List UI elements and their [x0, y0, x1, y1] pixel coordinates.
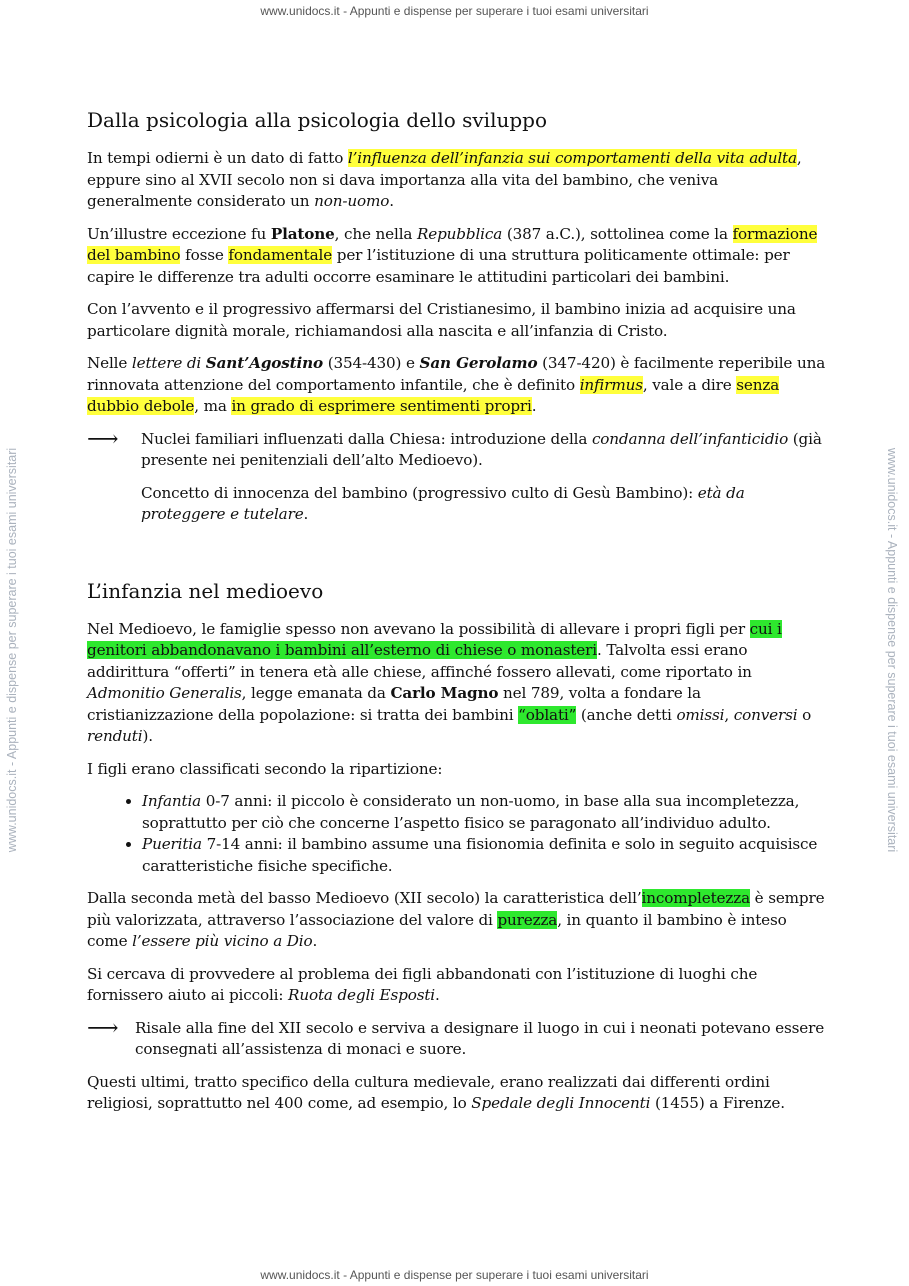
text: Questi ultimi, tratto specifico della cultura medievale, erano realizzati dai differenti ordini religiosi, soprattutto nel 400 come, ad esempio, lo — [87, 1072, 770, 1112]
list-item — [142, 834, 827, 877]
text: (1455) a Firenze. — [650, 1094, 785, 1112]
text: , legge emanata da — [241, 684, 391, 702]
text: Nuclei familiari influenzati dalla Chiesa: introduzione della — [141, 429, 592, 448]
right-arrow-icon: ⟶ — [87, 426, 119, 452]
text: (354-430) e — [323, 354, 420, 372]
arrow-note-text — [141, 483, 827, 526]
text: nel 789, volta a fondare la cristianizzazione della popolazione: si tratta dei bambini — [87, 684, 701, 724]
bold-text: Carlo Magno — [390, 684, 499, 702]
highlight-yellow: in grado di esprimere sentimenti propri — [231, 397, 532, 415]
arrow-note — [87, 1015, 827, 1061]
watermark-side-left: www.unidocs.it - Appunti e dispense per superare i tuoi esami universitari — [5, 447, 19, 853]
italic-text: omissi — [676, 705, 725, 724]
text: . — [389, 192, 394, 210]
list-item — [142, 791, 827, 834]
watermark-footer: www.unidocs.it - Appunti e dispense per superare i tuoi esami universitari — [260, 1268, 649, 1282]
paragraph — [87, 964, 827, 1007]
text: , ma — [194, 397, 232, 415]
text: . — [303, 505, 309, 523]
text: fosse — [180, 246, 229, 264]
text: , eppure sino al XVII secolo non si dava importanza alla vita del bambino, che veniva generalmente considerato un — [87, 149, 802, 210]
text: Nel Medioevo, le famiglie spesso non avevano la possibilità di allevare i propri figli per — [87, 619, 750, 638]
highlight-green: “oblati” — [518, 705, 577, 724]
text: (già presente nei penitenziali dell’alto Medioevo). — [141, 429, 822, 469]
italic-text: Repubblica — [416, 224, 503, 243]
italic-text: non-uomo — [314, 192, 390, 210]
text: . — [435, 986, 440, 1004]
text: ). — [142, 727, 153, 745]
italic-text: l’essere più vicino a Dio — [132, 932, 313, 950]
highlight-yellow: fondamentale — [228, 246, 333, 264]
bullet-list — [87, 791, 827, 877]
highlight-green: purezza — [497, 910, 558, 929]
text: Dalla seconda metà del basso Medioevo (XII secolo) la caratteristica dell’ — [87, 889, 642, 907]
arrow-note-text: Risale alla fine del XII secolo e serviva a designare il luogo in cui i neonati potevano essere consegnati all’assistenza di monaci e suore. — [135, 1018, 825, 1058]
bold-italic-text: San Gerolamo — [419, 354, 538, 372]
text: per l’istituzione di una struttura politicamente ottimale: per capire le differenze tra adulti occorre esaminare le attitudini particolari dei bambini. — [87, 246, 790, 286]
text: 7-14 anni: il bambino assume una fisionomia definita e solo in seguito acquisisce caratteristiche fisiche specifiche. — [142, 835, 818, 875]
right-arrow-icon: ⟶ — [87, 1015, 119, 1041]
text: , — [724, 705, 734, 724]
paragraph — [87, 619, 827, 748]
document-page — [87, 108, 827, 1126]
text: (387 a.C.), sottolinea come la — [502, 224, 733, 243]
paragraph — [87, 353, 827, 418]
italic-text: Pueritia — [142, 835, 202, 853]
bold-italic-text: Sant’Agostino — [205, 354, 324, 372]
section-title-medioevo: L’infanzia nel medioevo — [87, 578, 324, 603]
text: (347-420) è facilmente reperibile una rinnovata attenzione del comportamento infantile, che è definito — [87, 354, 826, 394]
paragraph: I figli erano classificati secondo la ripartizione: — [87, 759, 443, 778]
italic-text: lettere di — [131, 354, 206, 372]
italic-text: Admonitio Generalis — [87, 684, 242, 702]
text: (anche detti — [576, 705, 677, 724]
text: Concetto di innocenza del bambino (progressivo culto di Gesù Bambino): — [141, 483, 698, 502]
text: 0-7 anni: il piccolo è considerato un non-uomo, in base alla sua incompletezza, soprattutto per ciò che concerne l’aspetto fisico se paragonato all’individuo adulto. — [142, 792, 800, 832]
text: . — [531, 397, 537, 415]
paragraph — [87, 224, 827, 289]
text: . — [312, 932, 318, 950]
italic-text: Ruota degli Esposti — [288, 986, 436, 1004]
text: , vale a dire — [642, 375, 737, 394]
watermark-header: www.unidocs.it - Appunti e dispense per superare i tuoi esami universitari — [260, 4, 649, 18]
highlight-yellow: infirmus — [579, 375, 643, 394]
italic-text: conversi — [733, 705, 798, 724]
italic-text: Infantia — [142, 792, 202, 810]
text: è sempre più valorizzata, attraverso l’associazione del valore di — [87, 889, 825, 929]
paragraph — [87, 888, 827, 953]
text: . Talvolta essi erano addirittura “offerti” in tenera età alle chiese, affinché fossero allevati, come riportato in — [87, 641, 752, 681]
text: o — [797, 705, 812, 724]
highlight-green: cui i genitori abbandonavano i bambini all’esterno di chiese o monasteri — [87, 619, 782, 659]
text: Si cercava di provvedere al problema dei figli abbandonati con l’istituzione di luoghi che fornissero aiuto ai piccoli: — [87, 964, 758, 1004]
highlight-yellow: l’influenza dell’infanzia sui comportamenti della vita adulta — [347, 149, 797, 167]
italic-text: Spedale degli Innocenti — [471, 1094, 651, 1112]
highlight-yellow: formazione del bambino — [87, 224, 818, 264]
paragraph: Con l’avvento e il progressivo affermarsi del Cristianesimo, il bambino inizia ad acquisire una particolare dignità morale, richiamandosi alla nascita e all’infanzia di Cristo. — [87, 300, 796, 340]
bold-text: Platone — [270, 224, 335, 243]
highlight-yellow: senza dubbio debole — [87, 375, 780, 415]
section-title-psicologia: Dalla psicologia alla psicologia dello sviluppo — [87, 108, 547, 132]
arrow-note — [87, 426, 827, 526]
italic-text: età da proteggere e tutelare — [141, 483, 745, 523]
text: , che nella — [334, 224, 417, 243]
text: In tempi odierni è un dato di fatto — [87, 149, 348, 167]
italic-text: renduti — [87, 727, 143, 745]
highlight-green: incompletezza — [641, 889, 750, 907]
watermark-side-right: www.unidocs.it - Appunti e dispense per superare i tuoi esami universitari — [885, 447, 899, 853]
paragraph — [87, 1072, 827, 1115]
text: Un’illustre eccezione fu — [87, 224, 271, 243]
arrow-note-text — [141, 429, 827, 472]
italic-text: condanna dell’infanticidio — [591, 429, 789, 448]
text: Nelle — [87, 354, 132, 372]
text: , in quanto il bambino è inteso come — [87, 910, 787, 950]
paragraph — [87, 148, 827, 213]
